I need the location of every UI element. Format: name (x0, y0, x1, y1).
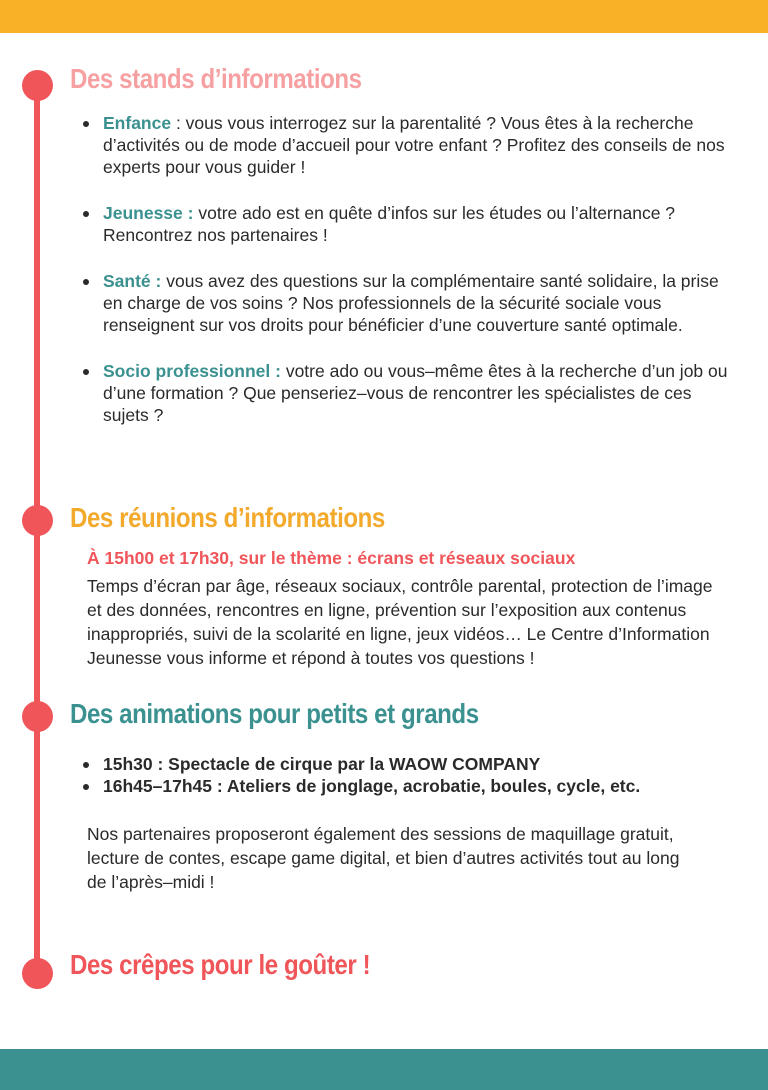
meetings-body: Temps d’écran par âge, réseaux sociaux, contrôle parental, protection de l’image et des données, rencontres en ligne, prévention sur l’exposition aux contenus inappropriés, suivi de la scolarité en ligne, jeux vidéos… Le Centre d’Information Jeunesse vous informe et répond à toutes vos questions ! (87, 576, 713, 668)
list-item (79, 202, 729, 246)
list-item (79, 360, 729, 426)
meetings-subtitle: À 15h00 et 17h30, sur le thème : écrans et réseaux sociaux (87, 548, 576, 568)
section-title-crepes: Des crêpes pour le goûter ! (70, 949, 371, 980)
list-item: Enfance : vous vous interrogez sur la parentalité ? Vous êtes à la recherche d’activités ou de mode d’accueil pour votre enfant ? Profitez des conseils de nos experts pour vous guider ! (79, 112, 729, 178)
item-text: vous vous interrogez sur la parentalité ? Vous êtes à la recherche d’activités ou de mode d’accueil pour votre enfant ? Profitez des conseils de nos experts pour vous guider ! (103, 113, 725, 177)
item-text: votre ado ou vous–même êtes à la recherche d’un job ou d’une formation ? Que penseriez–vous de rencontrer les spécialistes de ces sujets ? (103, 361, 728, 425)
top-band (0, 0, 768, 33)
timeline-dot-stands (22, 70, 53, 101)
animations-list (79, 753, 719, 797)
list-item: 16h45–17h45 : Ateliers de jonglage, acrobatie, boules, cycle, etc. (79, 775, 719, 797)
item-label: Enfance (103, 113, 172, 133)
item-label: Jeunesse : (103, 203, 194, 223)
item-text: vous avez des questions sur la complémentaire santé solidaire, la prise en charge de vos soins ? Nos professionnels de la sécurité sociale vous renseignent sur vos droits pour bénéficier d’une couverture santé optimale. (103, 271, 719, 335)
item-text: votre ado est en quête d’infos sur les études ou l’alternance ? Rencontrez nos partenaires ! (103, 203, 676, 245)
animations-body: Nos partenaires proposeront également des sessions de maquillage gratuit, lecture de contes, escape game digital, et bien d’autres activités tout au long de l’après–midi ! (87, 824, 680, 892)
item-label: Socio professionnel : (103, 361, 281, 381)
item-label: Santé : (103, 271, 162, 291)
section-title-meetings: Des réunions d’informations (70, 502, 385, 533)
stands-list (79, 112, 729, 450)
list-item: 15h30 : Spectacle de cirque par la WAOW COMPANY (79, 753, 719, 775)
bottom-band (0, 1049, 768, 1090)
timeline-dot-animations (22, 701, 53, 732)
section-title-animations: Des animations pour petits et grands (70, 698, 479, 729)
timeline-dot-meetings (22, 505, 53, 536)
list-item (79, 270, 729, 336)
timeline-dot-crepes (22, 958, 53, 989)
section-title-stands: Des stands d’informations (70, 63, 362, 94)
